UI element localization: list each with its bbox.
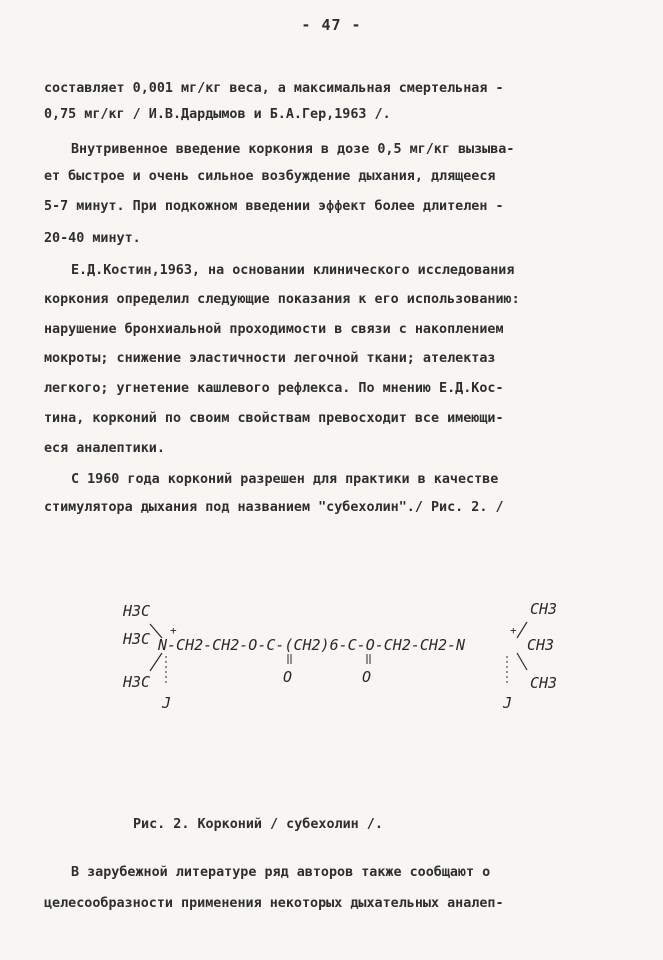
right-methyl-top: CH3 (530, 600, 558, 618)
text-line: целесообразности применения некоторых дыхательных аналеп- (44, 896, 504, 911)
text-line: нарушение бронхиальной проходимости в связи с накоплением (44, 322, 504, 337)
text-line: тина, корконий по своим свойствам превосходит все имеющи- (44, 411, 504, 426)
left-methyl-middle: H3C (123, 630, 151, 648)
text-line: С 1960 года корконий разрешен для практики в качестве (71, 472, 499, 487)
left-methyl-top: H3C (123, 602, 151, 620)
formula-chain: N-CH2-CH2-O-C-(CH2)6-C-O-CH2-CH2-N (158, 636, 466, 654)
carbonyl-oxygen-left: O (283, 668, 293, 686)
iodide-left: J (162, 694, 172, 712)
text-line: ет быстрое и очень сильное возбуждение дыхания, длящееся (44, 169, 496, 184)
text-line: 0,75 мг/кг / И.В.Дардымов и Б.А.Гер,1963 /. (44, 107, 391, 122)
text-line: В зарубежной литературе ряд авторов также сообщают о (71, 865, 491, 880)
svg-text:+: + (170, 624, 177, 637)
figure-caption: Рис. 2. Корконий / субехолин /. (133, 817, 383, 832)
text-line: Внутривенное введение коркония в дозе 0,5 мг/кг вызыва- (71, 142, 515, 157)
chemical-formula (0, 590, 663, 720)
text-line: легкого; угнетение кашлевого рефлекса. По мнению Е.Д.Кос- (44, 381, 504, 396)
text-line: коркония определил следующие показания к его использованию: (44, 292, 520, 307)
page-number: - 47 - (301, 16, 362, 34)
text-line: еся аналептики. (44, 441, 165, 456)
text-line: Е.Д.Костин,1963, на основании клинического исследования (71, 263, 515, 278)
right-methyl-bottom: CH3 (530, 674, 558, 692)
carbonyl-oxygen-right: O (362, 668, 372, 686)
text-line: стимулятора дыхания под названием "субехолин"./ Рис. 2. / (44, 500, 504, 515)
text-line: составляет 0,001 мг/кг веса, а максимальная смертельная - (44, 81, 504, 96)
iodide-right: J (503, 694, 513, 712)
svg-text:+: + (510, 624, 517, 637)
right-methyl-middle: CH3 (527, 636, 555, 654)
left-methyl-bottom: H3C (123, 673, 151, 691)
text-line: мокроты; снижение эластичности легочной ткани; ателектаз (44, 351, 496, 366)
text-line: 20-40 минут. (44, 231, 141, 246)
text-line: 5-7 минут. При подкожном введении эффект более длителен - (44, 199, 504, 214)
